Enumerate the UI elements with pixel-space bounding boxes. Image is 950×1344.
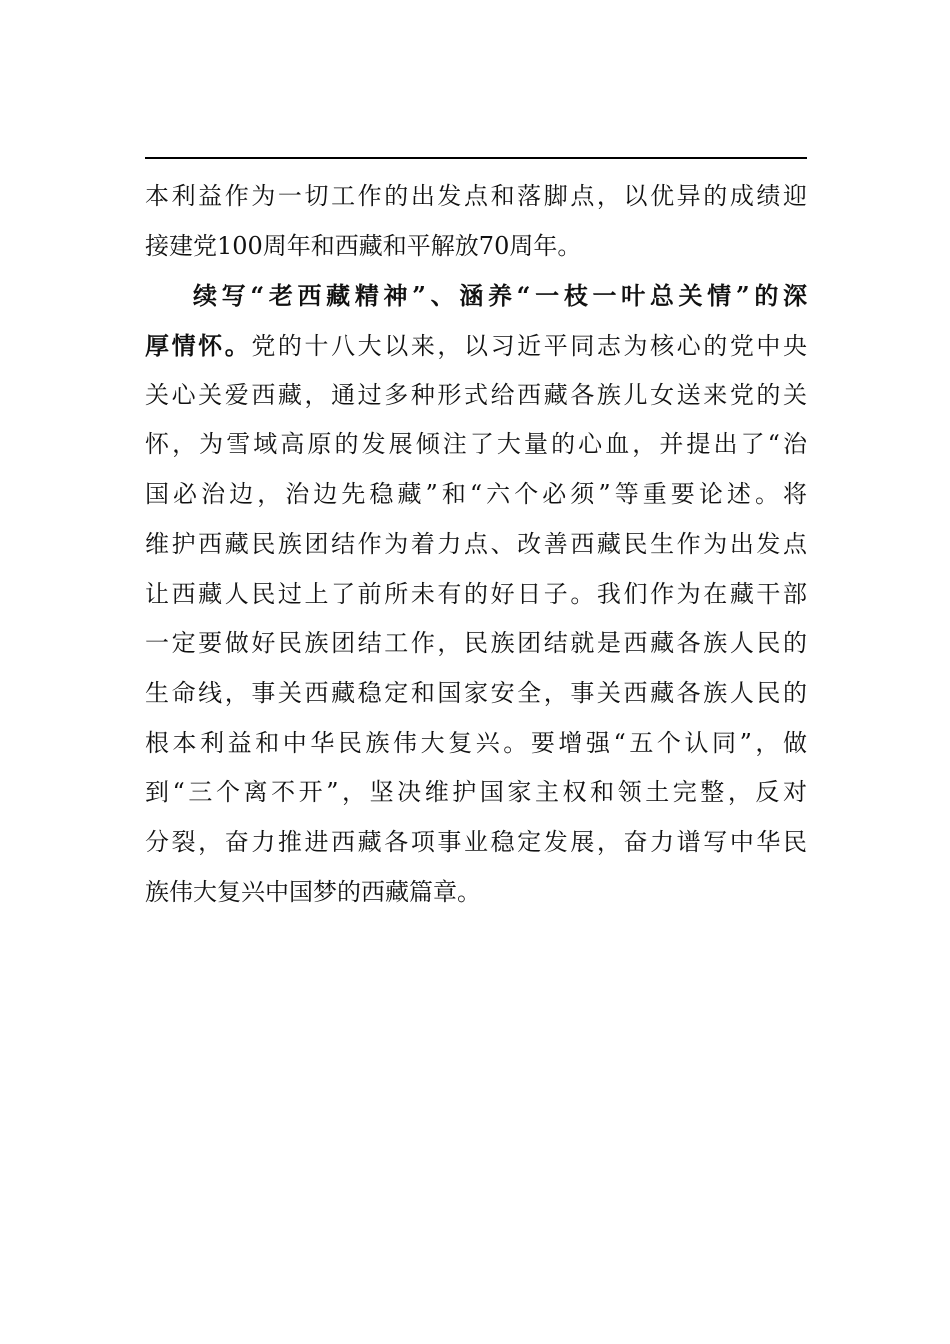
- line-text: 族伟大复兴中国梦的西藏篇章。: [145, 877, 481, 906]
- text-line: [145, 520, 807, 570]
- line-text: 一定要做好民族团结工作，民族团结就是西藏各族人民的: [145, 629, 807, 658]
- text-line: [145, 222, 807, 272]
- line-text: 关心关爱西藏，通过多种形式给西藏各族儿女送来党的关: [145, 380, 807, 409]
- paragraph-heading-end: 厚情怀。: [145, 331, 252, 361]
- line-text: 怀，为雪域高原的发展倾注了大量的心血，并提出了“治: [145, 430, 807, 459]
- line-text: 维护西藏民族团结作为着力点、改善西藏民生作为出发点: [145, 529, 807, 558]
- body-text: [145, 172, 807, 917]
- text-line: [145, 719, 807, 769]
- text-line: [145, 768, 807, 818]
- line-text: 分裂，奋力推进西藏各项事业稳定发展，奋力谱写中华民: [145, 827, 807, 856]
- line-text: 到“三个离不开”，坚决维护国家主权和领土完整，反对: [145, 778, 807, 807]
- line-text: 国必治边，治边先稳藏”和“六个必须”等重要论述。将: [145, 480, 807, 509]
- line-text: 党的十八大以来，以习近平同志为核心的党中央: [251, 332, 807, 361]
- line-text: 本利益作为一切工作的出发点和落脚点，以优异的成绩迎: [145, 182, 807, 210]
- text-line: [145, 470, 807, 520]
- text-line: [145, 371, 807, 421]
- text-line: [145, 818, 807, 868]
- text-line: [145, 420, 807, 470]
- text-line: [145, 570, 807, 620]
- paragraph-heading: 续写“老西藏精神”、涵养“一枝一叶总关情”的深: [193, 281, 807, 311]
- text-line: [145, 271, 807, 321]
- line-text: 根本利益和中华民族伟大复兴。要增强“五个认同”，做: [145, 728, 807, 757]
- paragraph-2: [145, 271, 807, 917]
- text-line: [145, 172, 807, 222]
- text-line: [145, 321, 807, 371]
- header-rule: [145, 157, 807, 159]
- line-text: 接建党100周年和西藏和平解放70周年。: [145, 231, 582, 260]
- text-line: [145, 868, 807, 918]
- line-text: 让西藏人民过上了前所未有的好日子。我们作为在藏干部: [145, 579, 807, 608]
- paragraph-1: [145, 172, 807, 271]
- text-line: [145, 669, 807, 719]
- line-text: 生命线，事关西藏稳定和国家安全，事关西藏各族人民的: [145, 678, 807, 707]
- text-line: [145, 619, 807, 669]
